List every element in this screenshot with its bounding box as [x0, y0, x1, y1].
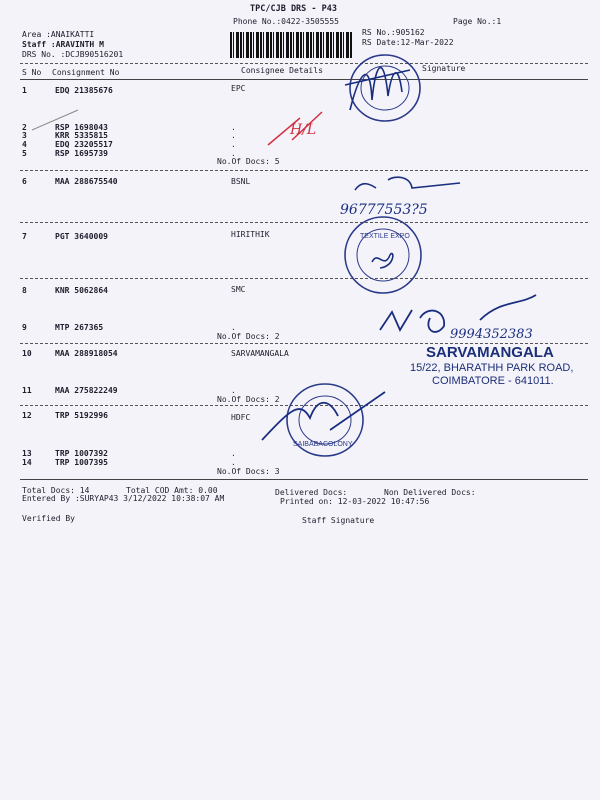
area-label: Area :ANAIKATTI	[22, 30, 95, 39]
row-sno: 10	[22, 349, 32, 358]
group-doc-count: No.Of Docs: 2	[217, 395, 280, 404]
row-sno: 3	[22, 131, 27, 140]
row-consignee: .	[231, 123, 236, 132]
row-consignee: SARVAMANGALA	[231, 349, 289, 358]
rs-date: RS Date:12-Mar-2022	[362, 38, 454, 47]
row-consignment: RSP 1698043	[55, 123, 108, 132]
handwritten-phone-row6: 96777553?5	[340, 202, 428, 218]
round-seal-row7	[345, 217, 421, 293]
signature-row12	[262, 392, 385, 440]
group-doc-count: No.Of Docs: 3	[217, 467, 280, 476]
page-number: Page No.:1	[453, 17, 502, 26]
non-delivered-docs: Non Delivered Docs:	[384, 488, 476, 497]
row-consignment: MAA 288918054	[55, 349, 118, 358]
row-consignee: .	[231, 323, 236, 332]
total-cod-amount: Total COD Amt: 0.00	[126, 486, 218, 495]
row-sno: 13	[22, 449, 32, 458]
entered-by: Entered By :SURYAP43 3/12/2022 10:38:07 AM	[22, 494, 225, 503]
staff-label: Staff :ARAVINTH M	[22, 40, 104, 49]
handwritten-phone-row9: 9994352383	[450, 327, 533, 342]
row-consignment: MTP 267365	[55, 323, 104, 332]
row-consignee: BSNL	[231, 177, 251, 186]
row-consignment: EDQ 23205517	[55, 140, 113, 149]
row-consignment: TRP 1007392	[55, 449, 108, 458]
row-consignment: KRR 5335815	[55, 131, 108, 140]
printed-on: Printed on: 12-03-2022 10:47:56	[280, 497, 430, 506]
row-sno: 5	[22, 149, 27, 158]
col-consignee: Consignee Details	[241, 66, 323, 75]
group-doc-count: No.Of Docs: 5	[217, 157, 280, 166]
stamp-address-line2: COIMBATORE - 641011.	[432, 375, 554, 387]
phone-number: Phone No.:0422-3505555	[233, 17, 339, 26]
staff-signature-label: Staff Signature	[302, 516, 375, 525]
row-consignment: KNR 5062864	[55, 286, 108, 295]
col-consignment: Consignment No	[52, 68, 120, 77]
row-consignee: .	[231, 386, 236, 395]
pencil-mark	[32, 110, 78, 130]
row-consignee: .	[231, 149, 236, 158]
seal-text-row12: SAIBABACOLONY	[293, 441, 353, 448]
row-consignment: MAA 275822249	[55, 386, 118, 395]
row-sno: 6	[22, 177, 27, 186]
col-sno: S No	[22, 68, 42, 77]
stamp-company-name: SARVAMANGALA	[426, 344, 554, 361]
row-consignment: TRP 5192996	[55, 411, 108, 420]
total-docs: Total Docs: 14	[22, 486, 90, 495]
signature-row7	[372, 253, 393, 268]
row-consignment: RSP 1695739	[55, 149, 108, 158]
row-consignee: .	[231, 458, 236, 467]
seal-text-row7: TEXTILE EXPO	[360, 233, 410, 240]
row-consignee: EPC	[231, 84, 246, 93]
row-consignee: SMC	[231, 285, 246, 294]
report-title: TPC/CJB DRS - P43	[250, 4, 337, 14]
row-consignee: HIRITHIK	[231, 230, 270, 239]
row-sno: 7	[22, 232, 27, 241]
stamp-address-line1: 15/22, BHARATHH PARK ROAD,	[410, 362, 574, 374]
row-sno: 2	[22, 123, 27, 132]
row-consignee: .	[231, 140, 236, 149]
rs-number: RS No.:905162	[362, 28, 425, 37]
row-sno: 8	[22, 286, 27, 295]
handwritten-hl: H/L	[290, 122, 317, 138]
row-consignee: .	[231, 449, 236, 458]
verified-by: Verified By	[22, 514, 75, 523]
signature-row6	[355, 177, 460, 190]
row-sno: 4	[22, 140, 27, 149]
round-seal-row1	[350, 55, 420, 121]
row-consignment: MAA 288675540	[55, 177, 118, 186]
col-signature: Signature	[422, 64, 466, 73]
row-sno: 11	[22, 386, 32, 395]
drs-number: DRS No. :DCJB90516201	[22, 50, 124, 59]
row-consignment: TRP 1007395	[55, 458, 108, 467]
row-consignment: EDQ 21385676	[55, 86, 113, 95]
group-doc-count: No.Of Docs: 2	[217, 332, 280, 341]
row-sno: 12	[22, 411, 32, 420]
row-sno: 9	[22, 323, 27, 332]
row-sno: 1	[22, 86, 27, 95]
row-consignment: PGT 3640009	[55, 232, 108, 241]
row-consignee: HDFC	[231, 413, 251, 422]
row-consignee: .	[231, 131, 236, 140]
delivered-docs: Delivered Docs:	[275, 488, 348, 497]
row-sno: 14	[22, 458, 32, 467]
